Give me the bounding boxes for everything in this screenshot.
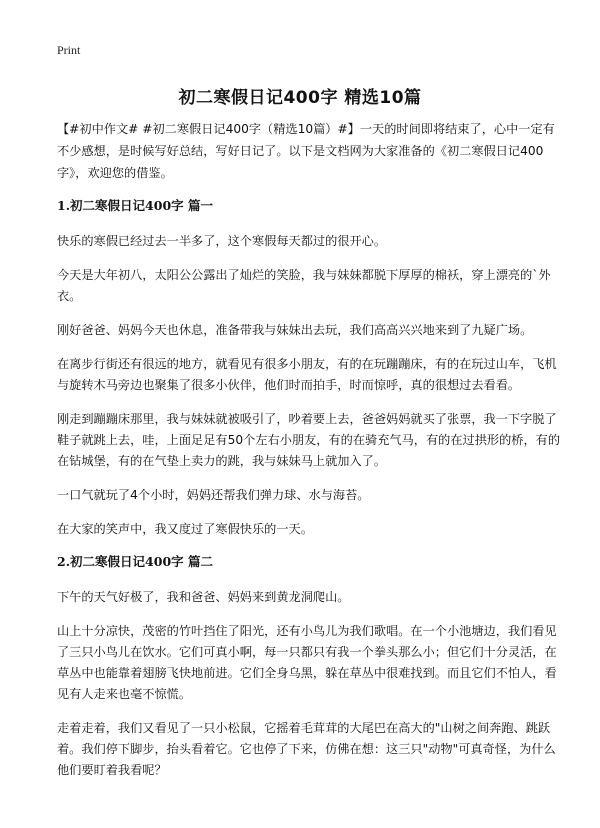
section-heading-1: 1.初二寒假日记400字 篇一 bbox=[57, 198, 213, 213]
paragraph: 刚走到蹦蹦床那里，我与妹妹就被吸引了，吵着要上去，爸爸妈妈就买了张票，我一下字脱了鞋子就跳上去，哇，上面足足有50个左右小朋友，有的在骑充气马，有的在过拱形的桥，有的在钻城堡，有的在气垫上卖力的跳，我与妹妹马上就加入了。 bbox=[57, 412, 561, 468]
article-body bbox=[57, 118, 560, 794]
paragraph: 在离步行街还有很远的地方，就看见有很多小朋友，有的在玩蹦蹦床，有的在玩过山车，飞机与旋转木马旁边也聚集了很多小伙伴，他们时而拍手，时而惊呼，真的很想过去看看。 bbox=[57, 357, 557, 392]
print-link[interactable]: Print bbox=[57, 43, 81, 57]
paragraph: 在大家的笑声中，我又度过了寒假快乐的一天。 bbox=[57, 522, 313, 536]
paragraph: 走着走着，我们又看见了一只小松鼠，它摇着毛茸茸的大尾巴在高大的"山树之间奔跑、跳跃着。我们停下脚步，抬头看着它。它也停了下来，仿佛在想：这三只"动物"可真奇怪，为什么他们要盯着我看呢？ bbox=[57, 721, 556, 777]
paragraph: 刚好爸爸、妈妈今天也休息，准备带我与妹妹出去玩，我们高高兴兴地来到了九疑广场。 bbox=[57, 323, 533, 337]
intro-paragraph: 【#初中作文# #初二寒假日记400字（精选10篇）#】一天的时间即将结束了，心中一定有不少感想，是时候写好总结，写好日记了。以下是文档网为大家准备的《初二寒假日记400字》，欢迎您的借鉴。 bbox=[57, 122, 555, 180]
paragraph: 一口气就玩了4个小时，妈妈还帮我们弹力球、水与海苔。 bbox=[57, 488, 370, 502]
paragraph: 山上十分凉快，茂密的竹叶挡住了阳光，还有小鸟儿为我们歌唱。在一个小池塘边，我们看见了三只小鸟儿在饮水。它们可真小啊，每一只都只有我一个拳头那么小；但它们十分灵活，在草丛中也能靠着翅膀飞快地前进。它们全身乌黑，躲在草丛中很难找到。而且它们不怕人，看见有人走来也毫不惊慌。 bbox=[57, 624, 557, 701]
paragraph: 下午的天气好极了，我和爸爸、妈妈来到黄龙洞爬山。 bbox=[57, 590, 350, 604]
page-title: 初二寒假日记400字 精选10篇 bbox=[178, 88, 422, 108]
paragraph: 快乐的寒假已经过去一半多了，这个寒假每天都过的很开心。 bbox=[57, 234, 387, 248]
section-heading-2: 2.初二寒假日记400字 篇二 bbox=[57, 554, 213, 569]
paragraph: 今天是大年初八，太阳公公露出了灿烂的笑脸，我与妹妹都脱下厚厚的棉袄，穿上漂亮的`外衣。 bbox=[57, 268, 551, 303]
